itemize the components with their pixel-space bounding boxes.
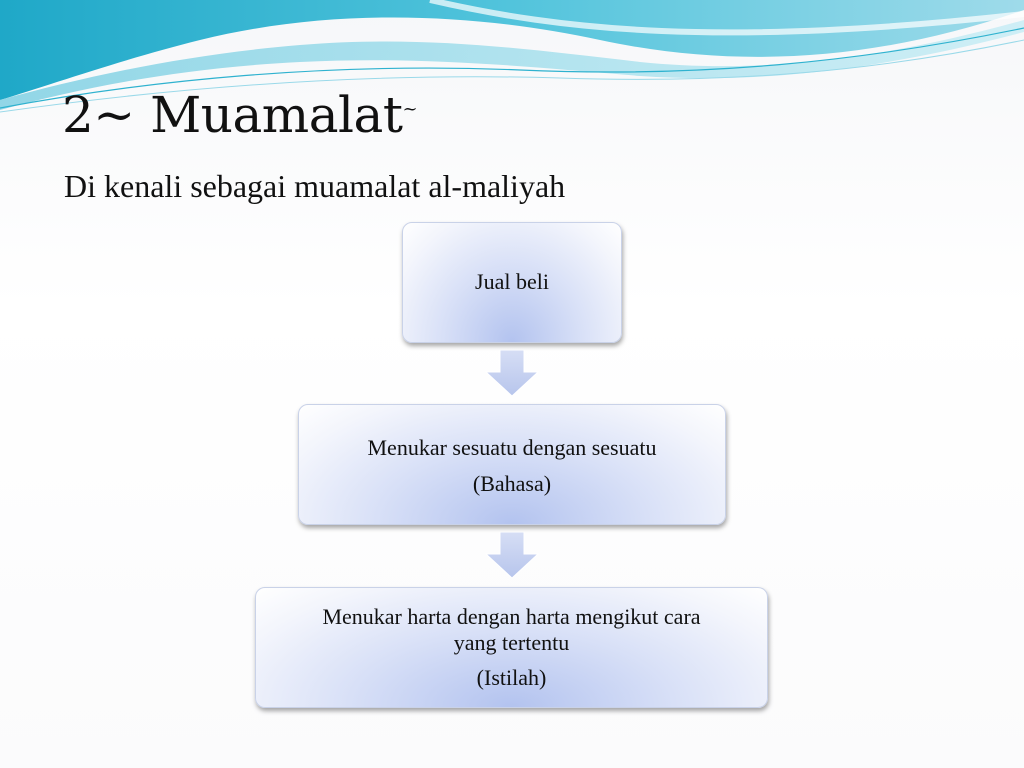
title-suffix: ~ bbox=[402, 98, 418, 120]
flow-box-text-continued: yang tertentu bbox=[453, 630, 570, 656]
flow-box-text: Menukar harta dengan harta mengikut cara bbox=[322, 604, 701, 629]
flow-box-text: Menukar sesuatu dengan sesuatu bbox=[367, 435, 657, 460]
slide-title: 2~ Muamalat~ bbox=[62, 86, 418, 144]
down-arrow-icon bbox=[484, 350, 540, 398]
flow-box-note: (Bahasa) bbox=[472, 471, 552, 497]
flow-box-istilah bbox=[255, 587, 768, 708]
down-arrow-icon bbox=[484, 532, 540, 580]
flow-box-bahasa bbox=[298, 404, 726, 525]
flow-box-text: Jual beli bbox=[475, 269, 549, 294]
flow-box-note: (Istilah) bbox=[476, 664, 547, 690]
flow-box-jual-beli bbox=[402, 222, 622, 343]
slide-subtitle: Di kenali sebagai muamalat al-maliyah bbox=[64, 168, 566, 204]
